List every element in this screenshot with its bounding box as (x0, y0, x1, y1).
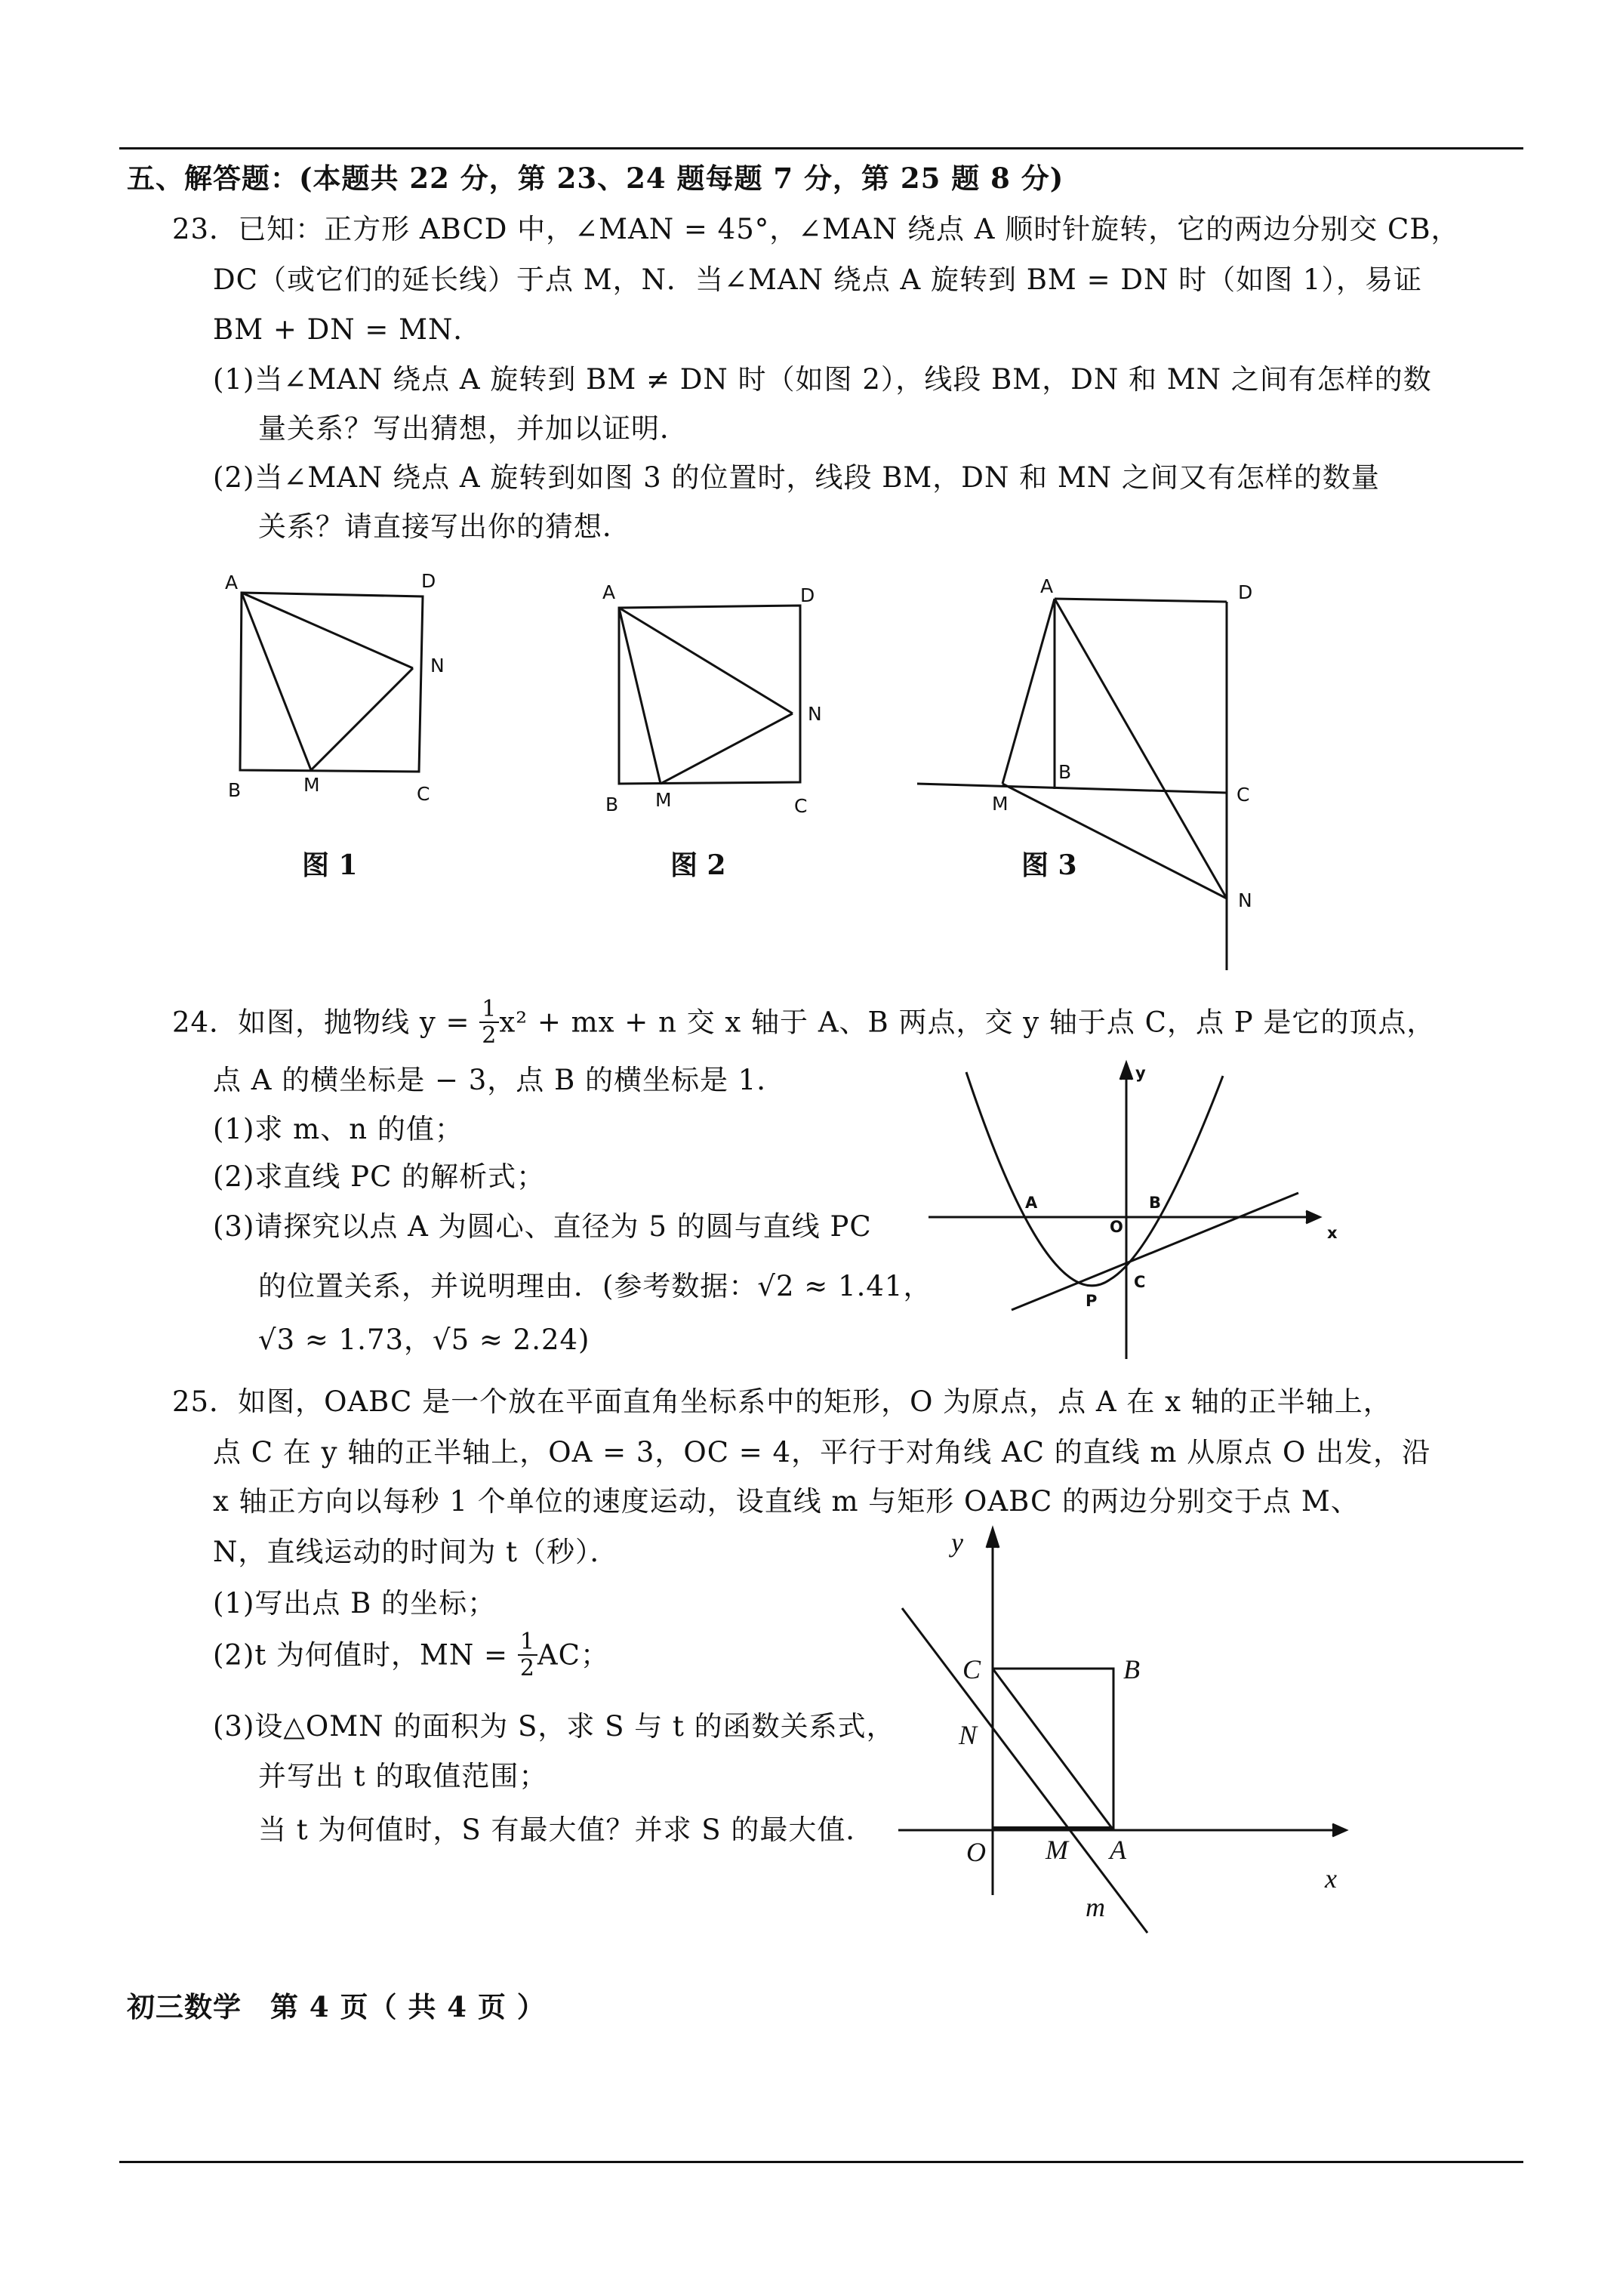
q25-label-b: B (1123, 1654, 1140, 1684)
q24-fraction (479, 997, 499, 1048)
fig3-label-b: B (1058, 761, 1072, 783)
section-header: 五、解答题：(本题共 22 分，第 23、24 题每题 7 分，第 25 题 8 分) (127, 162, 1064, 195)
fig2-label-m: M (655, 789, 672, 811)
fig2-label-a: A (602, 581, 616, 603)
fig1-label-a: A (225, 572, 239, 593)
q25-frac-num: 1 (518, 1629, 537, 1656)
q24-label-y: y (1135, 1064, 1146, 1082)
q24-label-b: B (1149, 1194, 1162, 1212)
q24-frac-den: 2 (482, 1022, 497, 1049)
q24-line-1 (172, 997, 1435, 1049)
q24-line-1-pre: 24．如图，抛物线 y = (172, 1006, 480, 1039)
q24-frac-num: 1 (479, 997, 499, 1023)
q24-line-1-post: x² + mx + n 交 x 轴于 A、B 两点，交 y 轴于点 C，点 P 是它的顶点， (499, 1006, 1436, 1039)
q24-graph (929, 1057, 1351, 1367)
q25-label-m-line: m (1086, 1892, 1105, 1922)
fig3-label-a: A (1040, 575, 1054, 597)
fig2-label-c: C (794, 795, 808, 817)
q25-line-1: 25．如图，OABC 是一个放在平面直角坐标系中的矩形，O 为原点，点 A 在 x 轴的正半轴上， (172, 1385, 1392, 1418)
q24-line-6: 的位置关系，并说明理由．(参考数据：√2 ≈ 1.41， (258, 1270, 932, 1302)
q24-line-2: 点 A 的横坐标是 − 3，点 B 的横坐标是 1． (213, 1064, 786, 1096)
fig3-label-d: D (1238, 581, 1253, 603)
fig2-label-b: B (605, 794, 619, 815)
figure-1 (219, 562, 460, 804)
q23-line-2: DC（或它们的延长线）于点 M，N．当∠MAN 绕点 A 旋转到 BM = DN 时（如图 1），易证 (213, 264, 1422, 296)
page-footer: 初三数学 第 4 页（ 共 4 页 ） (127, 1990, 546, 2023)
q25-q2-pre: (2)t 为何值时，MN = (213, 1638, 518, 1672)
q25-graph (891, 1518, 1374, 1940)
q25-line-7: (3)设△OMN 的面积为 S，求 S 与 t 的函数关系式， (213, 1710, 895, 1743)
q24-label-a: A (1025, 1194, 1038, 1212)
fig3-caption: 图 3 (1021, 849, 1077, 881)
q24-label-x: x (1327, 1224, 1338, 1242)
fig3-label-m: M (992, 793, 1009, 815)
q24-label-p: P (1086, 1292, 1098, 1310)
bottom-rule (119, 2161, 1523, 2163)
q23-line-1: 23．已知：正方形 ABCD 中，∠MAN = 45°，∠MAN 绕点 A 顺时针旋转，它的两边分别交 CB， (172, 213, 1460, 245)
q25-fraction (518, 1629, 537, 1681)
q24-label-c: C (1134, 1273, 1146, 1291)
q25-label-n: N (959, 1720, 978, 1750)
q25-label-m: M (1046, 1835, 1068, 1865)
fig1-label-d: D (421, 570, 436, 592)
q23-line-6: (2)当∠MAN 绕点 A 旋转到如图 3 的位置时，线段 BM，DN 和 MN 之间又有怎样的数量 (213, 461, 1380, 494)
top-rule (119, 147, 1523, 149)
q25-label-y: y (951, 1527, 963, 1558)
fig2-label-n: N (808, 703, 822, 725)
fig1-label-b: B (228, 779, 242, 801)
q23-line-3: BM + DN = MN． (213, 313, 482, 346)
q25-line-4: N，直线运动的时间为 t（秒）． (213, 1536, 619, 1568)
fig2-caption: 图 2 (670, 849, 726, 881)
figure-2 (596, 574, 838, 815)
q25-line-3: x 轴正方向以每秒 1 个单位的速度运动，设直线 m 与矩形 OABC 的两边分别交于点 M、 (213, 1485, 1360, 1518)
q25-line-8: 并写出 t 的取值范围； (258, 1760, 548, 1792)
q24-line-4: (2)求直线 PC 的解析式； (213, 1160, 546, 1193)
fig3-label-c: C (1236, 784, 1250, 806)
q25-label-a: A (1110, 1835, 1126, 1865)
fig3-label-n: N (1238, 889, 1252, 911)
q24-line-5: (3)请探究以点 A 为圆心、直径为 5 的圆与直线 PC (213, 1210, 872, 1243)
q25-label-c: C (962, 1654, 981, 1684)
figure-3 (913, 570, 1276, 978)
q25-line-5: (1)写出点 B 的坐标； (213, 1587, 497, 1620)
q25-frac-den: 2 (519, 1655, 535, 1681)
q23-line-5: 量关系？写出猜想，并加以证明． (258, 412, 688, 445)
q24-line-3: (1)求 m、n 的值； (213, 1113, 463, 1145)
q25-line-2: 点 C 在 y 轴的正半轴上，OA = 3，OC = 4，平行于对角线 AC 的直线 m 从原点 O 出发，沿 (213, 1436, 1431, 1469)
fig1-caption: 图 1 (302, 849, 358, 881)
fig2-label-d: D (800, 584, 815, 606)
q25-q2-post: AC； (537, 1638, 609, 1672)
fig1-label-m: M (303, 774, 320, 796)
q25-line-9: 当 t 为何值时，S 有最大值？并求 S 的最大值． (258, 1814, 875, 1846)
q24-label-o: O (1110, 1218, 1123, 1236)
q25-label-x: x (1325, 1863, 1337, 1894)
q24-line-7: √3 ≈ 1.73，√5 ≈ 2.24) (258, 1324, 590, 1356)
q25-line-6 (213, 1629, 609, 1682)
fig1-label-n: N (430, 655, 445, 676)
fig1-label-c: C (417, 783, 430, 805)
q25-label-o: O (966, 1837, 986, 1867)
q23-line-7: 关系？请直接写出你的猜想． (258, 510, 631, 543)
q23-line-4: (1)当∠MAN 绕点 A 旋转到 BM ≠ DN 时（如图 2），线段 BM，DN 和 MN 之间有怎样的数 (213, 363, 1432, 396)
